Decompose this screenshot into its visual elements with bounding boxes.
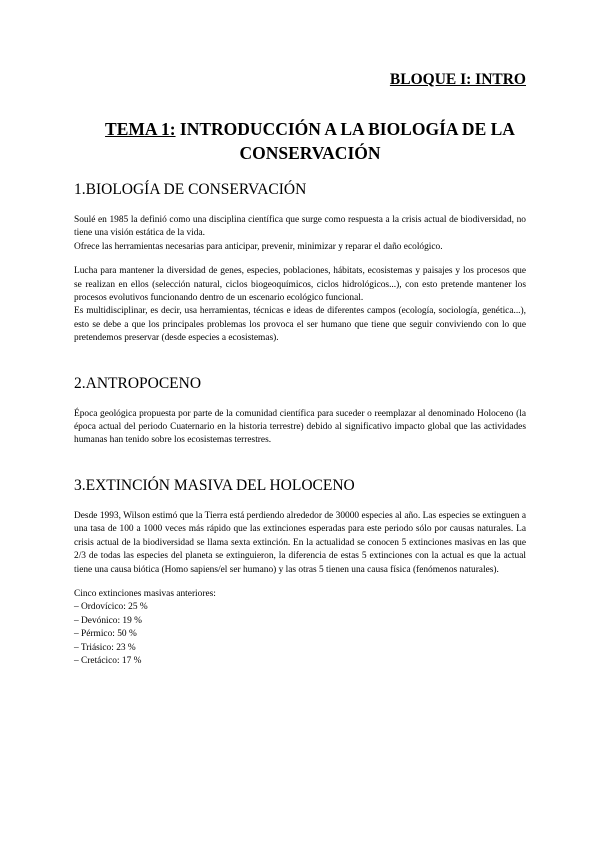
paragraph: Es multidisciplinar, es decir, usa herramientas, técnicas e ideas de diferentes campos (ecología, sociología, genética...), esto se debe a que los principales problemas los provoca el ser humano que tiene que seguir conviviendo con lo que pretendemos preservar (desde especies a ecosistemas). [74, 306, 526, 344]
document-body [74, 180, 526, 668]
list-title: Cinco extinciones masivas anteriores: [74, 588, 216, 599]
title-text: INTRODUCCIÓN A LA BIOLOGÍA DE LA CONSERVACIÓN [175, 119, 515, 163]
section-antropoceno [74, 374, 526, 448]
extinctions-list [74, 601, 526, 668]
block-header: BLOQUE I: INTRO [389, 71, 526, 88]
title-tema-label: TEMA 1: [105, 119, 176, 139]
section-extincion-masiva [74, 476, 526, 668]
paragraph: Lucha para mantener la diversidad de genes, especies, poblaciones, hábitats, ecosistemas y paisajes y los procesos que se realizan en ellos (selección natural, ciclos biogeoquímicos, ciclos hidrológicos...), con esto pretende mantener los procesos evolutivos funcionando dentro de un escenario ecológico funcional. [74, 266, 526, 304]
list-item: – Cretácico: 17 % [74, 655, 142, 666]
document-title [60, 117, 560, 165]
paragraph: Ofrece las herramientas necesarias para anticipar, prevenir, minimizar y reparar el daño ecológico. [74, 241, 443, 252]
list-item: – Devónico: 19 % [74, 615, 142, 626]
paragraph: Desde 1993, Wilson estimó que la Tierra está perdiendo alrededor de 30000 especies al año. Las especies se extinguen a una tasa de 100 a 1000 veces más rápido que las extinciones esperadas para este periodo sólo por causas naturales. La crisis actual de la biodiversidad se llama sexta extinción. En la actualidad se conocen 5 extinciones masivas en las que 2/3 de todas las especies del planeta se extinguieron, la diferencia de estas 5 extinciones con la actual es que la actual tiene una causa biótica (Homo sapiens/el ser humano) y las otras 5 tienen una causa física (fenómenos naturales). [74, 510, 526, 575]
section-heading: 1.BIOLOGÍA DE CONSERVACIÓN [74, 181, 307, 198]
section-heading: 3.EXTINCIÓN MASIVA DEL HOLOCENO [74, 476, 355, 494]
list-item: – Ordovícico: 25 % [74, 602, 148, 613]
list-item: – Pérmico: 50 % [74, 629, 137, 640]
list-item: – Triásico: 23 % [74, 642, 136, 653]
paragraph: Época geológica propuesta por parte de la comunidad científica para suceder o reemplazar al denominado Holoceno (la época actual del periodo Cuaternario en la historia terrestre) debido al significativo impacto global que las actividades humanas han tenido sobre los ecosistemas terrestres. [74, 408, 526, 446]
section-biologia-conservacion [74, 180, 526, 346]
paragraph: Soulé en 1985 la definió como una disciplina científica que surge como respuesta a la crisis actual de biodiversidad, no tiene una visión estática de la vida. [74, 215, 526, 239]
section-heading: 2.ANTROPOCENO [74, 374, 202, 392]
